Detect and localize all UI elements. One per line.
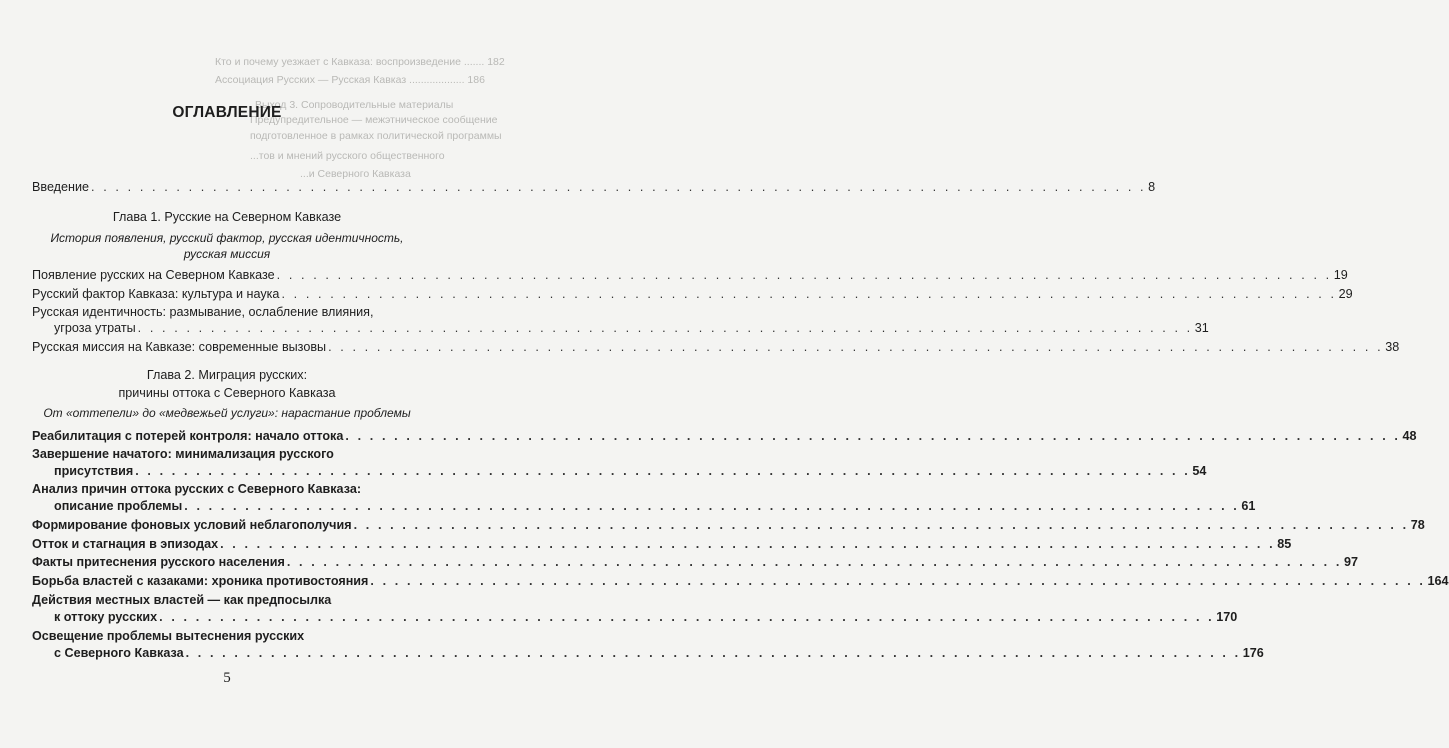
toc-entry-text: Русский фактор Кавказа: культура и наука bbox=[32, 287, 280, 301]
toc-entry-page: 8 bbox=[1148, 180, 1156, 194]
toc-entry[interactable] bbox=[32, 320, 1209, 336]
toc-entry-page: 61 bbox=[1241, 499, 1256, 513]
dot-leader bbox=[138, 320, 1193, 336]
toc-entry-text-cont: присутствия bbox=[54, 464, 134, 478]
toc-entry-text-cont: к оттоку русских bbox=[54, 610, 158, 624]
toc-entry-text: Факты притеснения русского населения bbox=[32, 555, 285, 569]
toc-entry[interactable] bbox=[32, 428, 1417, 444]
bleed-line: подготовленное в рамках политической программы bbox=[250, 130, 502, 142]
dot-leader bbox=[184, 498, 1239, 514]
toc-entry[interactable] bbox=[32, 286, 1353, 302]
bleed-line: Кто и почему уезжает с Кавказа: воспроизведение ....... 182 bbox=[215, 56, 505, 68]
toc-entry[interactable] bbox=[32, 498, 1256, 514]
toc-entry-text[interactable]: Анализ причин оттока русских с Северного Кавказа: bbox=[32, 482, 362, 496]
dot-leader bbox=[277, 267, 1332, 283]
chapter-2-heading-cont: причины оттока с Северного Кавказа bbox=[118, 386, 336, 400]
toc-entry[interactable] bbox=[32, 339, 1400, 355]
toc-entry-intro[interactable] bbox=[32, 179, 1156, 195]
toc-entry-page: 164 bbox=[1427, 574, 1449, 588]
toc-entry-text[interactable]: Освещение проблемы вытеснения русских bbox=[32, 629, 305, 643]
toc-entry-page: 170 bbox=[1216, 610, 1238, 624]
dot-leader bbox=[91, 179, 1146, 195]
bleed-line: ...и Северного Кавказа bbox=[300, 168, 411, 180]
chapter-1-subtitle: История появления, русский фактор, русская идентичность, bbox=[50, 231, 404, 245]
bleed-line: Предупредительное — межэтническое сообщение bbox=[250, 114, 498, 126]
dot-leader bbox=[135, 463, 1190, 479]
dot-leader bbox=[345, 428, 1400, 444]
dot-leader bbox=[287, 554, 1342, 570]
toc-entry-text-cont: с Северного Кавказа bbox=[54, 646, 184, 660]
toc-title: ОГЛАВЛЕНИЕ bbox=[172, 104, 282, 121]
toc-entry-page: 85 bbox=[1277, 537, 1292, 551]
bleed-line: ...тов и мнений русского общественного bbox=[250, 150, 445, 162]
chapter-1-subtitle-cont: русская миссия bbox=[183, 247, 271, 261]
dot-leader bbox=[186, 645, 1241, 661]
toc-entry-text[interactable]: Завершение начатого: минимализация русского bbox=[32, 447, 334, 461]
toc-entry-text[interactable]: Русская идентичность: размывание, ослабление влияния, bbox=[32, 305, 374, 319]
toc-entry-page: 78 bbox=[1410, 518, 1425, 532]
toc-entry[interactable] bbox=[32, 517, 1425, 533]
toc-entry-text: Появление русских на Северном Кавказе bbox=[32, 268, 275, 282]
toc-entry[interactable] bbox=[32, 554, 1358, 570]
toc-entry-page: 97 bbox=[1343, 555, 1358, 569]
dot-leader bbox=[370, 573, 1425, 589]
toc-entry-text-cont: описание проблемы bbox=[54, 499, 183, 513]
toc-entry-page: 38 bbox=[1385, 340, 1400, 354]
bleed-line: Ассоциация Русских — Русская Кавказ ................... 186 bbox=[215, 74, 485, 86]
page-number: 5 bbox=[223, 670, 231, 686]
toc-entry-text: Отток и стагнация в эпизодах bbox=[32, 537, 219, 551]
toc-entry-text: Формирование фоновых условий неблагополучия bbox=[32, 518, 352, 532]
toc-entry-page: 176 bbox=[1242, 646, 1264, 660]
chapter-2-subtitle: От «оттепели» до «медвежьей услуги»: нарастание проблемы bbox=[43, 406, 411, 420]
toc-entry[interactable] bbox=[32, 267, 1348, 283]
bleed-line: Выход 3. Сопроводительные материалы bbox=[255, 99, 454, 111]
toc-entry-page: 31 bbox=[1194, 321, 1209, 335]
toc-entry-page: 29 bbox=[1338, 287, 1353, 301]
toc-entry[interactable] bbox=[32, 536, 1292, 552]
toc-entry-text-cont: угроза утраты bbox=[54, 321, 136, 335]
toc-entry-text: Реабилитация с потерей контроля: начало оттока bbox=[32, 429, 344, 443]
toc-entry[interactable] bbox=[32, 645, 1264, 661]
chapter-2-heading: Глава 2. Миграция русских: bbox=[146, 368, 308, 382]
dot-leader bbox=[159, 609, 1214, 625]
toc-entry[interactable] bbox=[32, 573, 1449, 589]
toc-entry[interactable] bbox=[32, 463, 1207, 479]
toc-entry-text: Борьба властей с казаками: хроника противостояния bbox=[32, 574, 369, 588]
toc-entry[interactable] bbox=[32, 609, 1238, 625]
dot-leader bbox=[220, 536, 1275, 552]
toc-entry-page: 54 bbox=[1192, 464, 1207, 478]
toc-entry-page: 19 bbox=[1333, 268, 1348, 282]
toc-entry-text: Введение bbox=[32, 180, 90, 194]
toc-entry-text: Русская миссия на Кавказе: современные вызовы bbox=[32, 340, 327, 354]
toc-entry-text[interactable]: Действия местных властей — как предпосылка bbox=[32, 593, 332, 607]
chapter-1-heading: Глава 1. Русские на Северном Кавказе bbox=[112, 210, 342, 224]
dot-leader bbox=[354, 517, 1409, 533]
dot-leader bbox=[281, 286, 1336, 302]
dot-leader bbox=[328, 339, 1383, 355]
toc-entry-page: 48 bbox=[1402, 429, 1417, 443]
